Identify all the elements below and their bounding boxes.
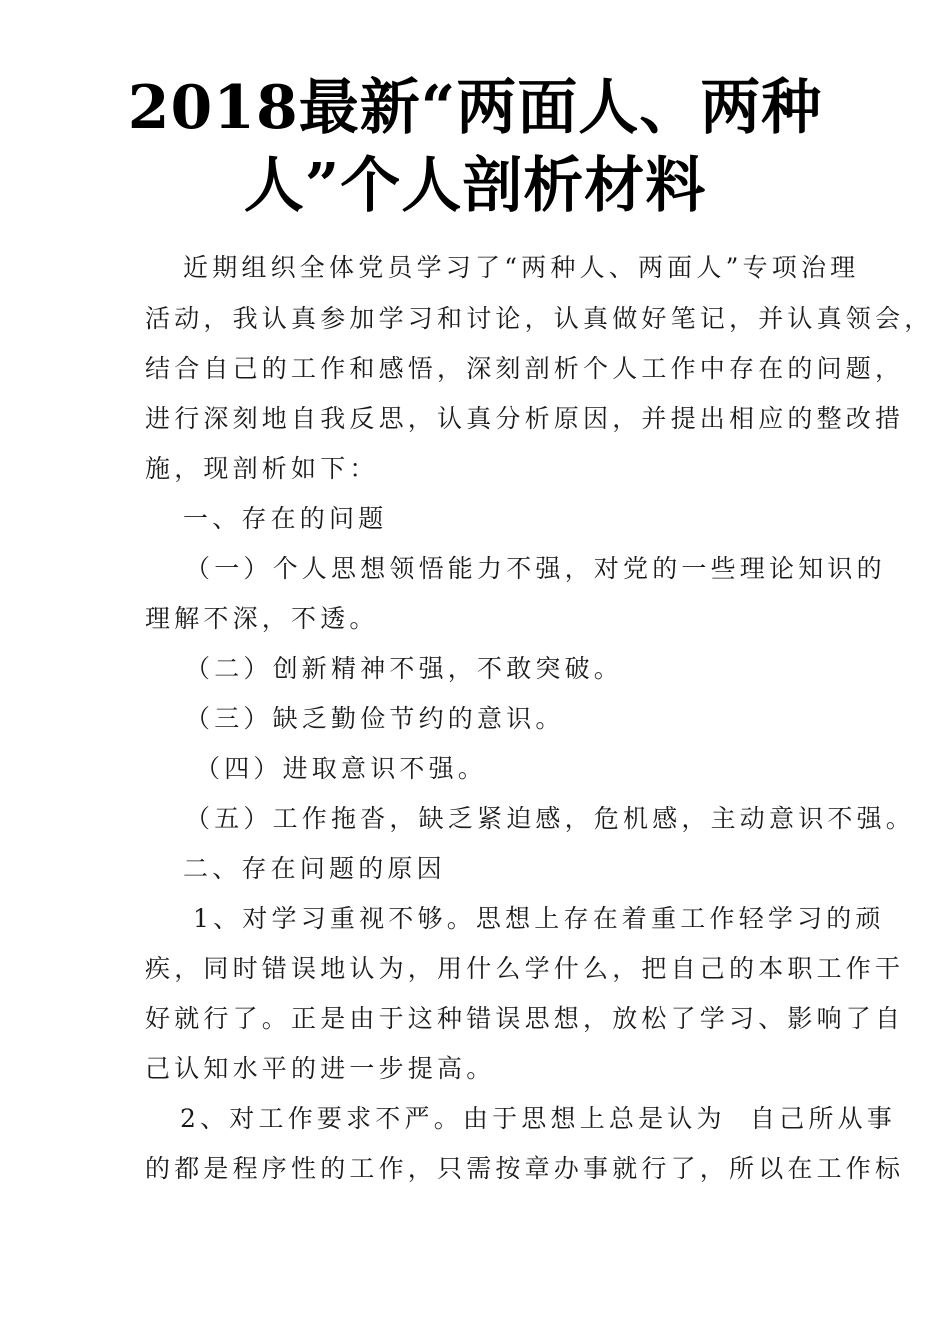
list-item: （三）缺乏勤俭节约的意识。 — [185, 704, 565, 733]
paragraph-line: 施，现剖析如下： — [145, 454, 379, 483]
list-item: （五）工作拖沓，缺乏紧迫感，危机感，主动意识不强。 — [185, 804, 916, 833]
paragraph-line: 结合自己的工作和感悟，深刻剖析个人工作中存在的问题， — [145, 354, 905, 383]
paragraph-line: 疾，同时错误地认为，用什么学什么，把自己的本职工作干 — [145, 954, 905, 983]
list-item: （四）进取意识不强。 — [195, 754, 488, 783]
paragraph-line: 近期组织全体党员学习了“两种人、两面人”专项治理 — [183, 253, 860, 282]
document-title-line-2: 人”个人剖析材料 — [243, 151, 707, 221]
section-heading: 一、存在的问题 — [183, 504, 388, 533]
list-item: （二）创新精神不强，不敢突破。 — [185, 654, 624, 683]
paragraph-line: 理解不深，不透。 — [145, 604, 379, 633]
paragraph-line: 进行深刻地自我反思，认真分析原因，并提出相应的整改措 — [145, 404, 905, 433]
list-item: （一）个人思想领悟能力不强，对党的一些理论知识的 — [185, 554, 886, 583]
list-item: 2、对工作要求不严。由于思想上总是认为 自己所从事 — [180, 1104, 897, 1133]
paragraph-line: 活动，我认真参加学习和讨论，认真做好笔记，并认真领会， — [145, 304, 934, 333]
section-heading: 二、存在问题的原因 — [183, 854, 446, 883]
document-title-line-1: 2018最新“两面人、两种 — [127, 73, 823, 143]
paragraph-line: 的都是程序性的工作，只需按章办事就行了，所以在工作标 — [145, 1154, 905, 1183]
paragraph-line: 己认知水平的进一步提高。 — [145, 1054, 496, 1083]
list-item: 1、对学习重视不够。思想上存在着重工作轻学习的顽 — [193, 904, 885, 933]
paragraph-line: 好就行了。正是由于这种错误思想，放松了学习、影响了自 — [145, 1004, 905, 1033]
